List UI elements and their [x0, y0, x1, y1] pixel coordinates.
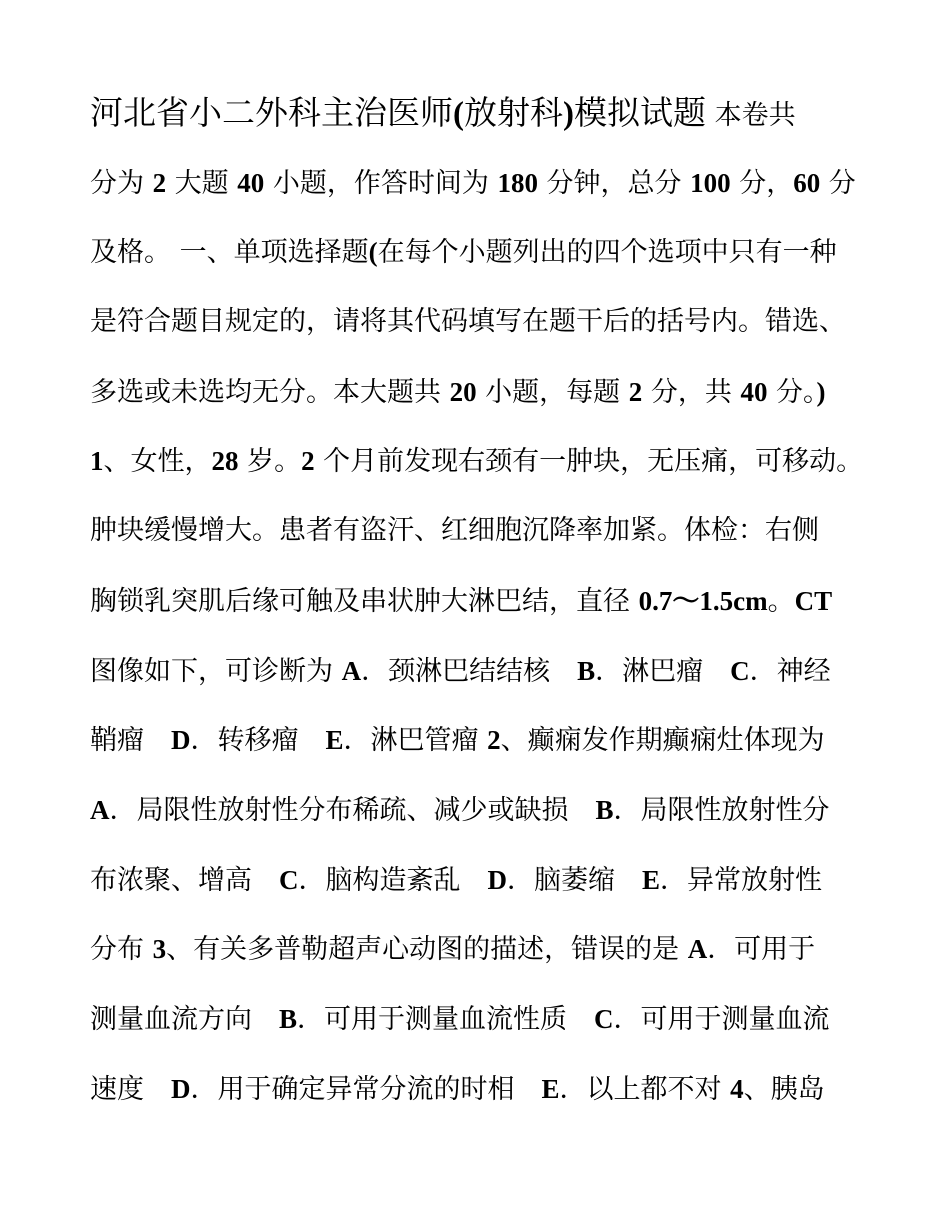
body-text-line: 1、女性，28 岁。2 个月前发现右颈有一肿块，无压痛，可移动。 [90, 446, 864, 478]
body-text-line: 图像如下，可诊断为 A．颈淋巴结结核 B．淋巴瘤 C．神经 [90, 655, 831, 687]
body-text-line: 本卷共 [714, 100, 796, 131]
body-text-line: 速度 D．用于确定异常分流的时相 E．以上都不对 4、胰岛 [90, 1073, 825, 1105]
body-text-line: 布浓聚、增高 C．脑构造紊乱 D．脑萎缩 E．异常放射性 [90, 864, 823, 896]
body-text-line: 多选或未选均无分。本大题共 20 小题，每题 2 分，共 40 分。) [90, 376, 826, 408]
body-text-line: 分为 2 大题 40 小题，作答时间为 180 分钟，总分 100 分，60 分 [90, 167, 856, 199]
document-title: 河北省小二外科主治医师(放射科)模拟试题 [90, 93, 706, 132]
body-text-line: A．局限性放射性分布稀疏、减少或缺损 B．局限性放射性分 [90, 794, 830, 826]
title-line [90, 80, 880, 150]
body-text-line: 鞘瘤 D．转移瘤 E．淋巴管瘤 2、癫痫发作期癫痫灶体现为 [90, 725, 825, 757]
document-page [90, 80, 880, 1125]
body-text-line: 及格。 一、单项选择题(在每个小题列出的四个选项中只有一种 [90, 237, 837, 269]
body-text-line: 测量血流方向 B．可用于测量血流性质 C．可用于测量血流 [90, 1003, 830, 1035]
body-text-line: 胸锁乳突肌后缘可触及串状肿大淋巴结，直径 0.7～1.5cm。CT [90, 585, 833, 617]
body-text-line: 肿块缓慢增大。患者有盗汗、红细胞沉降率加紧。体检：右侧 [90, 515, 819, 547]
body-text-line: 是符合题目规定的，请将其代码填写在题干后的括号内。错选、 [90, 306, 846, 338]
body-text-line: 分布 3、有关多普勒超声心动图的描述，错误的是 A．可用于 [90, 934, 816, 966]
